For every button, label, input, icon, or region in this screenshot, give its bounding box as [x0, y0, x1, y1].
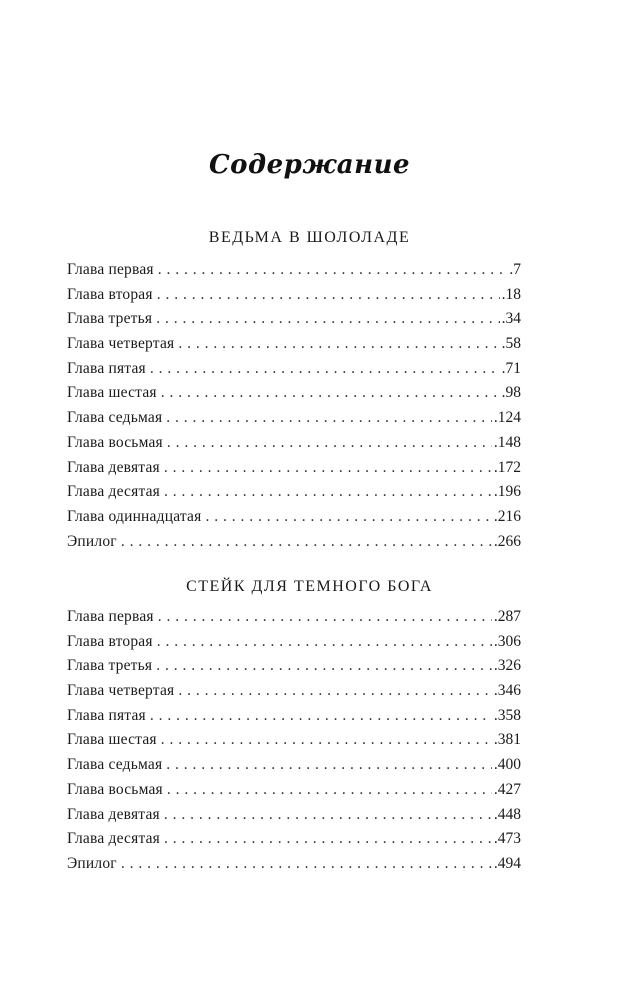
toc-entry[interactable] [67, 283, 521, 308]
dot-leader [157, 630, 492, 655]
toc-entry-label: Глава пятая [67, 359, 146, 377]
toc-entry[interactable] [67, 381, 521, 406]
toc-entry-label: Глава девятая [67, 458, 160, 476]
section-heading-2: СТЕЙК ДЛЯ ТЕМНОГО БОГА [186, 578, 433, 595]
toc-entry-label: Глава восьмая [67, 433, 163, 451]
toc-entry-page-number: .346 [493, 682, 521, 700]
toc-entry-page-number: .473 [493, 830, 521, 848]
dot-leader [167, 778, 492, 803]
dot-leader [205, 505, 491, 530]
toc-entry-label: Глава третья [67, 657, 153, 675]
toc-entry[interactable] [67, 480, 521, 505]
toc-entry-label: Эпилог [67, 532, 117, 550]
toc-entry-label: Глава четвертая [67, 335, 175, 353]
toc-entry[interactable] [67, 258, 521, 283]
toc-entry-page-number: .98 [501, 384, 521, 402]
toc-entry-label: Глава четвертая [67, 682, 175, 700]
dot-leader [167, 431, 492, 456]
dot-leader [121, 852, 492, 877]
toc-entry-label: Глава третья [67, 310, 153, 328]
dot-leader [164, 456, 492, 481]
dot-leader [166, 753, 492, 778]
toc-entry-label: Глава первая [67, 261, 154, 278]
dot-leader [121, 530, 492, 555]
toc-entry-page-number: .124 [493, 409, 521, 427]
dot-leader [157, 283, 500, 308]
toc-entry-label: Глава десятая [67, 830, 161, 848]
toc-entry-page-number: .216 [493, 507, 521, 525]
toc-entry[interactable] [67, 827, 521, 852]
toc-entry-label: Глава вторая [67, 285, 153, 303]
toc-entry-page-number: .400 [493, 756, 521, 774]
toc-entry-label: Эпилог [67, 854, 117, 872]
toc-entry-page-number: .196 [493, 483, 521, 501]
toc-entry[interactable] [67, 654, 521, 679]
toc-entry-page-number: .326 [493, 657, 521, 675]
toc-entry[interactable] [67, 778, 521, 803]
toc-entry-label: Глава шестая [67, 384, 157, 402]
toc-entry[interactable] [67, 679, 521, 704]
dot-leader [156, 307, 499, 332]
toc-entry[interactable] [67, 803, 521, 828]
toc-entry-page-number: .358 [493, 706, 521, 724]
toc-entry-page-number: .172 [493, 458, 521, 476]
toc-entry-page-number: .427 [493, 780, 521, 798]
toc-entry-label: Глава десятая [67, 483, 161, 501]
dot-leader [161, 728, 492, 753]
toc-entry-page-number: .448 [493, 805, 521, 823]
toc-entry[interactable] [67, 332, 521, 357]
toc-entry[interactable] [67, 406, 521, 431]
toc-entry-label: Глава восьмая [67, 780, 163, 798]
toc-entry-page-number: .71 [501, 359, 521, 377]
dot-leader [164, 480, 492, 505]
dot-leader [150, 704, 492, 729]
toc-entry-label: Глава седьмая [67, 409, 163, 427]
toc-entry-page-number: .306 [493, 632, 521, 650]
section-1-entries [67, 258, 521, 554]
toc-entry-label: Глава пятая [67, 706, 146, 724]
toc-entry[interactable] [67, 728, 521, 753]
toc-entry-label: Глава седьмая [67, 756, 163, 774]
dot-leader [178, 679, 492, 704]
toc-entry-page-number: .148 [493, 433, 521, 451]
toc-entry-page-number: .7 [509, 261, 521, 278]
dot-leader [161, 381, 500, 406]
toc-entry-label: Глава одиннадцатая [67, 507, 202, 525]
toc-entry[interactable] [67, 357, 521, 382]
dot-leader [164, 803, 492, 828]
toc-entry[interactable] [67, 530, 521, 555]
toc-entry-page-number: .287 [493, 608, 521, 625]
dot-leader [178, 332, 499, 357]
toc-entry[interactable] [67, 630, 521, 655]
toc-entry[interactable] [67, 852, 521, 877]
toc-entry[interactable] [67, 307, 521, 332]
toc-entry-label: Глава девятая [67, 805, 160, 823]
toc-entry-page-number: .58 [501, 335, 521, 353]
toc-entry-label: Глава вторая [67, 632, 153, 650]
toc-entry-page-number: .494 [493, 854, 521, 872]
toc-entry[interactable] [67, 431, 521, 456]
section-heading-1: ВЕДЬМА В ШОЛОЛАДЕ [208, 229, 411, 246]
toc-entry[interactable] [67, 753, 521, 778]
section-2-entries [67, 605, 521, 877]
toc-entry-label: Глава шестая [67, 731, 157, 749]
dot-leader [158, 258, 508, 283]
toc-entry-page-number: .34 [501, 310, 521, 328]
toc-entry[interactable] [67, 704, 521, 729]
dot-leader [166, 406, 492, 431]
dot-leader [150, 357, 500, 382]
dot-leader [164, 827, 492, 852]
toc-entry-page-number: .18 [501, 285, 521, 303]
dot-leader [158, 605, 492, 630]
toc-title: Содержание [208, 150, 411, 180]
toc-entry-page-number: .381 [493, 731, 521, 749]
toc-entry[interactable] [67, 605, 521, 630]
dot-leader [156, 654, 492, 679]
toc-entry-label: Глава первая [67, 608, 154, 625]
toc-entry[interactable] [67, 505, 521, 530]
toc-entry[interactable] [67, 456, 521, 481]
toc-entry-page-number: .266 [493, 532, 521, 550]
